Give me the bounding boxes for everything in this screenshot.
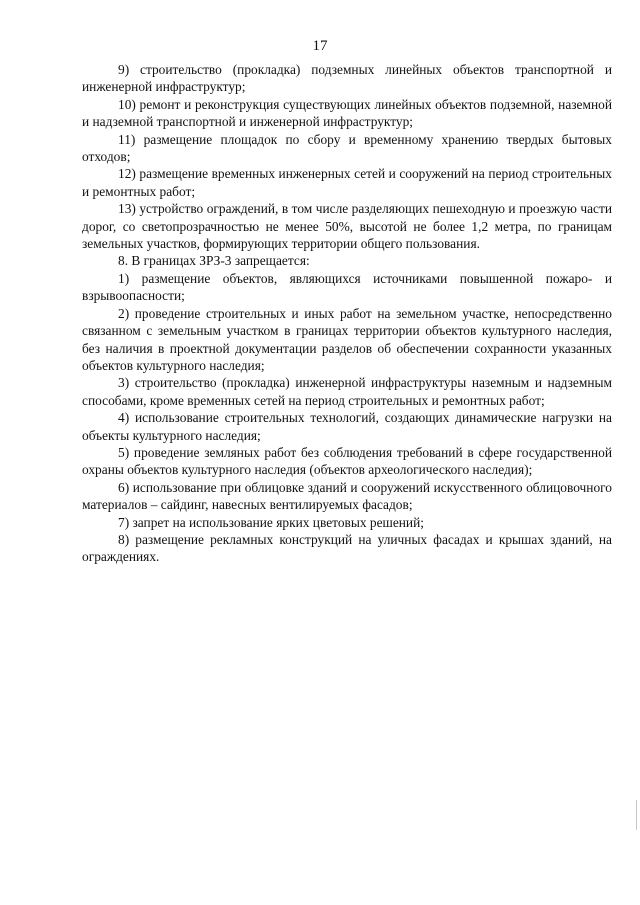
prohibition-item-8: 8) размещение рекламных конструкций на уличных фасадах и крышах зданий, на ограждениях. [82, 531, 612, 565]
paragraph-item-11: 11) размещение площадок по сбору и временному хранению твердых бытовых отходов; [82, 131, 612, 165]
prohibition-item-5: 5) проведение земляных работ без соблюдения требований в сфере государственной охраны объектов культурного наследия (объектов археологического наследия); [82, 444, 612, 478]
prohibition-item-7: 7) запрет на использование ярких цветовых решений; [118, 514, 424, 530]
prohibition-item-2: 2) проведение строительных и иных работ на земельном участке, непосредственно связанном с земельным участком в границах территории объектов культурного наследия, без наличия в проектной документации разделов об обеспечении сохранности указанных объектов культурного наследия; [82, 305, 612, 373]
prohibition-item-4: 4) использование строительных технологий, создающих динамические нагрузки на объекты культурного наследия; [82, 410, 612, 443]
paragraph-item-9: 9) строительство (прокладка) подземных линейных объектов транспортной и инженерной инфраструктур; [82, 62, 612, 95]
prohibition-item-3: 3) строительство (прокладка) инженерной инфраструктуры наземным и надземным способами, кроме временных сетей на период строительных и ремонтных работ; [82, 375, 612, 408]
prohibition-item-6: 6) использование при облицовке зданий и сооружений искусственного облицовочного материалов – сайдинг, навесных вентилируемых фасадов; [82, 479, 612, 513]
scan-edge-mark [632, 800, 637, 830]
paragraph-item-13: 13) устройство ограждений, в том числе разделяющих пешеходную и проезжую части дорог, со светопрозрачностью не менее 50%, высотой не более 1,2 метра, по границам земельных участков, формирующих территории общего пользования. [82, 201, 612, 252]
paragraph-item-12: 12) размещение временных инженерных сетей и сооружений на период строительных и ремонтных работ; [82, 166, 612, 199]
prohibition-item-1: 1) размещение объектов, являющихся источниками повышенной пожаро- и взрывоопасности; [82, 270, 612, 304]
document-body [82, 61, 612, 566]
paragraph-item-10: 10) ремонт и реконструкция существующих линейных объектов подземной, наземной и надземной транспортной и инженерной инфраструктур; [82, 96, 612, 130]
section-heading-zrz3: 8. В границах ЗРЗ-3 запрещается: [118, 253, 310, 269]
page-number: 17 [312, 38, 328, 54]
